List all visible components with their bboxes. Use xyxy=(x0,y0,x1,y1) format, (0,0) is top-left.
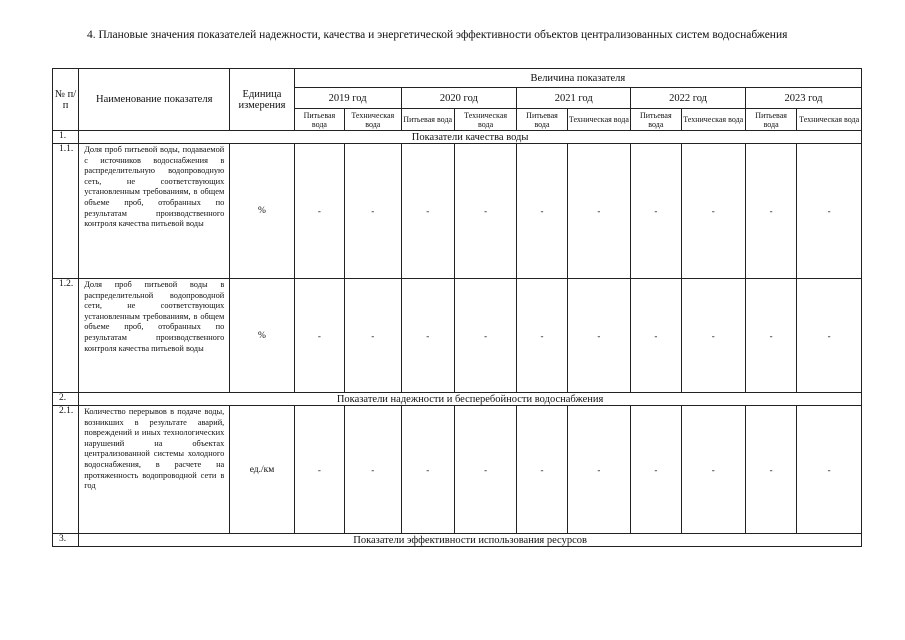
value-cell: - xyxy=(345,144,401,279)
row-num: 2.1. xyxy=(53,406,79,534)
subheader-drinking: Питьевая вода xyxy=(294,109,344,131)
value-cell: - xyxy=(631,279,681,393)
year-header: 2023 год xyxy=(745,88,861,109)
value-cell: - xyxy=(797,144,862,279)
value-cell: - xyxy=(454,279,516,393)
header-name: Наименование показателя xyxy=(79,69,230,131)
row-name: Доля проб питьевой воды, подаваемой с источников водоснабжения в распределительную водопроводную сеть, не соответствующих установленным требованиям, в общем объеме проб, отобранных по результатам производственного контроля качества питьевой воды xyxy=(79,144,230,279)
value-cell: - xyxy=(567,144,630,279)
value-cell: - xyxy=(567,279,630,393)
value-cell: - xyxy=(745,144,796,279)
year-header: 2019 год xyxy=(294,88,401,109)
section-num: 1. xyxy=(53,131,79,144)
subheader-technical: Техническая вода xyxy=(567,109,630,131)
value-cell: - xyxy=(345,406,401,534)
row-num: 1.2. xyxy=(53,279,79,393)
subheader-technical: Техническая вода xyxy=(345,109,401,131)
value-cell: - xyxy=(745,406,796,534)
value-cell: - xyxy=(294,406,344,534)
value-cell: - xyxy=(517,279,567,393)
value-cell: - xyxy=(517,144,567,279)
row-num: 1.1. xyxy=(53,144,79,279)
value-cell: - xyxy=(294,279,344,393)
value-cell: - xyxy=(454,406,516,534)
row-unit: % xyxy=(230,144,294,279)
value-cell: - xyxy=(797,406,862,534)
section-title: Показатели надежности и бесперебойности водоснабжения xyxy=(79,393,862,406)
value-cell: - xyxy=(294,144,344,279)
section-title: Показатели эффективности использования ресурсов xyxy=(79,534,862,547)
section-row xyxy=(53,393,862,406)
subheader-technical: Техническая вода xyxy=(797,109,862,131)
section-title: Показатели качества воды xyxy=(79,131,862,144)
table-row xyxy=(53,406,862,534)
header-num: № п/п xyxy=(53,69,79,131)
year-header: 2020 год xyxy=(401,88,517,109)
row-name: Доля проб питьевой воды в распределительной водопроводной сети, не соответствующих установленным требованиям, в общем объеме проб, отобранных по результатам производственного контроля качества питьевой воды xyxy=(79,279,230,393)
section-heading: 4. Плановые значения показателей надежности, качества и энергетической эффективности объектов централизованных систем водоснабжения xyxy=(87,29,788,41)
value-cell: - xyxy=(454,144,516,279)
header-value: Величина показателя xyxy=(294,69,861,88)
row-name: Количество перерывов в подаче воды, возникших в результате аварий, повреждений и иных технологических нарушений на объектах централизованной системы холодного водоснабжения, в расчете на протяженность водопроводной сети в год xyxy=(79,406,230,534)
section-num: 2. xyxy=(53,393,79,406)
value-cell: - xyxy=(401,279,454,393)
subheader-drinking: Питьевая вода xyxy=(631,109,681,131)
value-cell: - xyxy=(681,279,745,393)
value-cell: - xyxy=(745,279,796,393)
value-cell: - xyxy=(345,279,401,393)
indicators-table xyxy=(52,68,862,547)
subheader-drinking: Питьевая вода xyxy=(517,109,567,131)
value-cell: - xyxy=(517,406,567,534)
section-num: 3. xyxy=(53,534,79,547)
value-cell: - xyxy=(401,144,454,279)
table-row xyxy=(53,144,862,279)
table-row xyxy=(53,279,862,393)
value-cell: - xyxy=(631,406,681,534)
row-unit: ед./км xyxy=(230,406,294,534)
value-cell: - xyxy=(681,144,745,279)
year-header: 2021 год xyxy=(517,88,631,109)
value-cell: - xyxy=(631,144,681,279)
section-row xyxy=(53,534,862,547)
value-cell: - xyxy=(401,406,454,534)
section-row xyxy=(53,131,862,144)
header-unit: Единица измерения xyxy=(230,69,294,131)
subheader-drinking: Питьевая вода xyxy=(745,109,796,131)
subheader-technical: Техническая вода xyxy=(454,109,516,131)
subheader-drinking: Питьевая вода xyxy=(401,109,454,131)
value-cell: - xyxy=(681,406,745,534)
row-unit: % xyxy=(230,279,294,393)
subheader-technical: Техническая вода xyxy=(681,109,745,131)
year-header: 2022 год xyxy=(631,88,746,109)
value-cell: - xyxy=(567,406,630,534)
value-cell: - xyxy=(797,279,862,393)
